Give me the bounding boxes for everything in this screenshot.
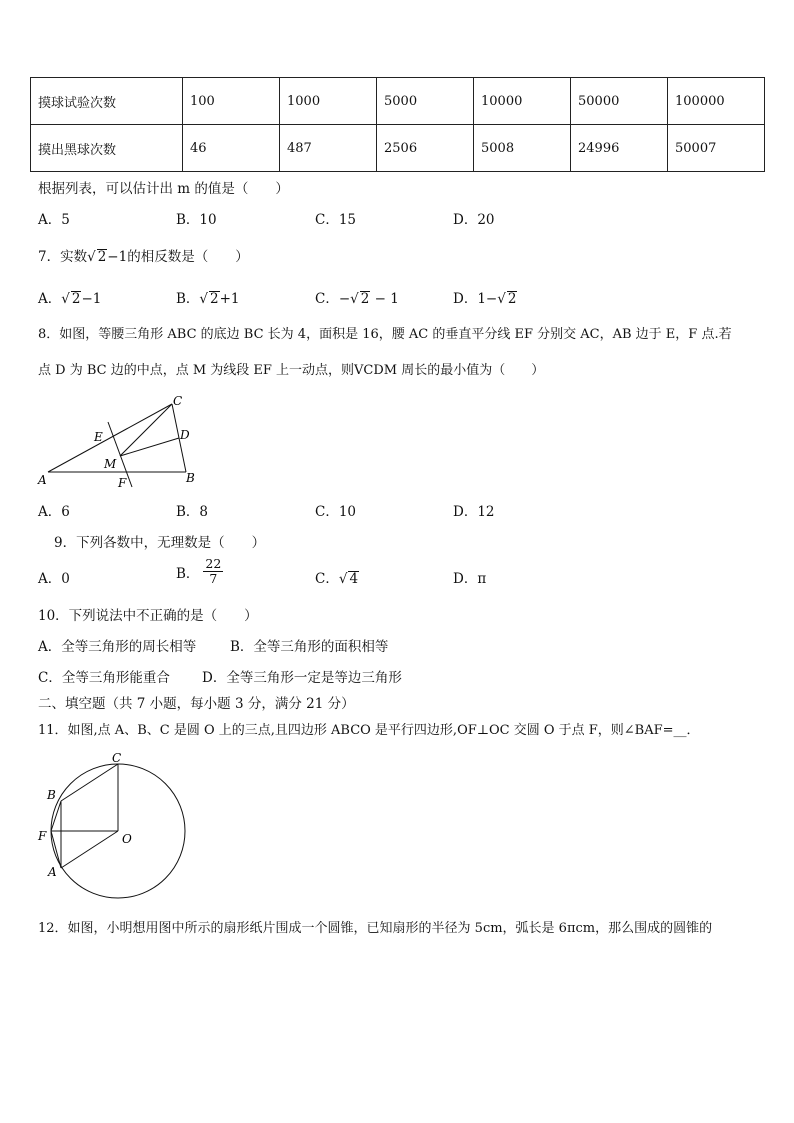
q7-option-c — [315, 287, 399, 307]
option-label: B． — [176, 291, 200, 307]
option-tail: +1 — [219, 291, 240, 307]
segment-oa — [61, 831, 118, 868]
sqrt-symbol: √ — [497, 291, 506, 307]
option-label: D．1− — [453, 291, 498, 307]
q7-stem — [38, 245, 249, 265]
segment-fa — [51, 831, 61, 868]
q7-option-b — [176, 287, 240, 307]
sqrt-symbol: √ — [338, 571, 348, 587]
radicand: 4 — [349, 571, 359, 587]
radicand: 2 — [360, 291, 370, 307]
table-row — [31, 78, 765, 125]
q10-option-a: A．全等三角形的周长相等 — [38, 639, 197, 655]
option-label: C．− — [315, 291, 351, 307]
q8-option-a: A．6 — [38, 504, 70, 520]
q6-option-c: C．15 — [315, 212, 357, 228]
section-heading: 二、填空题（共 7 小题，每小题 3 分，满分 21 分） — [38, 696, 355, 712]
option-label: B． — [176, 565, 200, 582]
q8-stem-line2: 点 D 为 BC 边的中点，点 M 为线段 EF 上一动点，则VCDM 周长的最小值为（ ） — [38, 363, 545, 378]
table-cell: 5000 — [377, 78, 474, 125]
q7-option-a — [38, 287, 101, 307]
circle-figure — [30, 750, 200, 905]
q6-option-b: B．10 — [176, 212, 217, 228]
q9-stem: 9．下列各数中，无理数是（ ） — [54, 535, 266, 551]
label-o: O — [122, 832, 132, 846]
q7-stem-mid: −1 — [107, 249, 128, 265]
q10-option-c: C．全等三角形能重合 — [38, 670, 170, 686]
denominator: 7 — [209, 571, 218, 587]
table-cell: 46 — [183, 125, 280, 172]
option-label: A． — [38, 291, 62, 307]
q8-option-d: D．12 — [453, 504, 495, 520]
q7-sqrt-arg: 2 — [97, 249, 107, 265]
fraction — [203, 557, 223, 587]
q9-option-c — [315, 567, 359, 587]
table-cell: 1000 — [280, 78, 377, 125]
q9-option-d: D．π — [453, 571, 487, 587]
option-tail: − 1 — [370, 291, 399, 307]
numerator: 22 — [205, 556, 222, 571]
table-cell: 摸出黑球次数 — [31, 125, 183, 172]
q7-stem-prefix: 7．实数 — [38, 249, 88, 265]
segment-bc — [61, 764, 118, 801]
table-cell: 50007 — [668, 125, 765, 172]
radicand: 2 — [507, 291, 517, 307]
label-d: D — [180, 428, 190, 442]
label-f: F — [118, 476, 127, 490]
table-cell: 24996 — [571, 125, 668, 172]
label-e: E — [94, 430, 103, 444]
q8-option-b: B．8 — [176, 504, 209, 520]
label-a: A — [38, 473, 47, 487]
q8-option-c: C．10 — [315, 504, 357, 520]
table-cell: 487 — [280, 125, 377, 172]
q10-option-d: D．全等三角形一定是等边三角形 — [202, 670, 402, 686]
label-b: B — [186, 471, 195, 485]
triangle-figure — [30, 392, 210, 492]
label-a: A — [48, 865, 57, 879]
q6-option-d: D．20 — [453, 212, 495, 228]
sqrt-symbol: √ — [87, 249, 96, 265]
radicand: 2 — [71, 291, 81, 307]
label-f: F — [38, 829, 47, 843]
q9-option-b — [176, 557, 223, 587]
table-cell: 摸球试验次数 — [31, 78, 183, 125]
label-m: M — [104, 457, 117, 471]
q10-option-b: B．全等三角形的面积相等 — [230, 639, 389, 655]
table-cell: 2506 — [377, 125, 474, 172]
q7-stem-suffix: 的相反数是（ ） — [127, 249, 249, 265]
sqrt-symbol: √ — [199, 291, 209, 307]
q7-option-d — [453, 287, 517, 307]
table-cell: 100000 — [668, 78, 765, 125]
radicand: 2 — [210, 291, 219, 307]
q8-stem-line1: 8．如图，等腰三角形 ABC 的底边 BC 长为 4，面积是 16，腰 AC 的垂直平分线 EF 分别交 AC，AB 边于 E，F 点.若 — [38, 327, 732, 342]
q12-stem: 12．如图，小明想用图中所示的扇形纸片围成一个圆锥，已知扇形的半径为 5cm，弧长是 6πcm，那么围成的圆锥的 — [38, 921, 713, 936]
label-c: C — [112, 751, 122, 765]
option-tail: −1 — [81, 291, 102, 307]
label-b: B — [47, 788, 56, 802]
table-cell: 50000 — [571, 78, 668, 125]
sqrt-symbol: √ — [350, 291, 359, 307]
table-cell: 100 — [183, 78, 280, 125]
q11-stem: 11．如图,点 A、B、C 是圆 O 上的三点,且四边形 ABCO 是平行四边形,OF⊥OC 交圆 O 于点 F，则∠BAF=__． — [38, 723, 700, 738]
q6-option-a: A．5 — [38, 212, 70, 228]
option-label: C． — [315, 571, 339, 587]
table-row — [31, 125, 765, 172]
sqrt-symbol: √ — [61, 291, 70, 307]
table-cell: 5008 — [474, 125, 571, 172]
q6-stem: 根据列表，可以估计出 m 的值是（ ） — [38, 181, 289, 197]
table-cell: 10000 — [474, 78, 571, 125]
q10-stem: 10．下列说法中不正确的是（ ） — [38, 608, 258, 624]
q9-option-a: A．0 — [38, 571, 70, 587]
label-c: C — [173, 394, 183, 408]
ball-experiment-table — [30, 77, 765, 172]
